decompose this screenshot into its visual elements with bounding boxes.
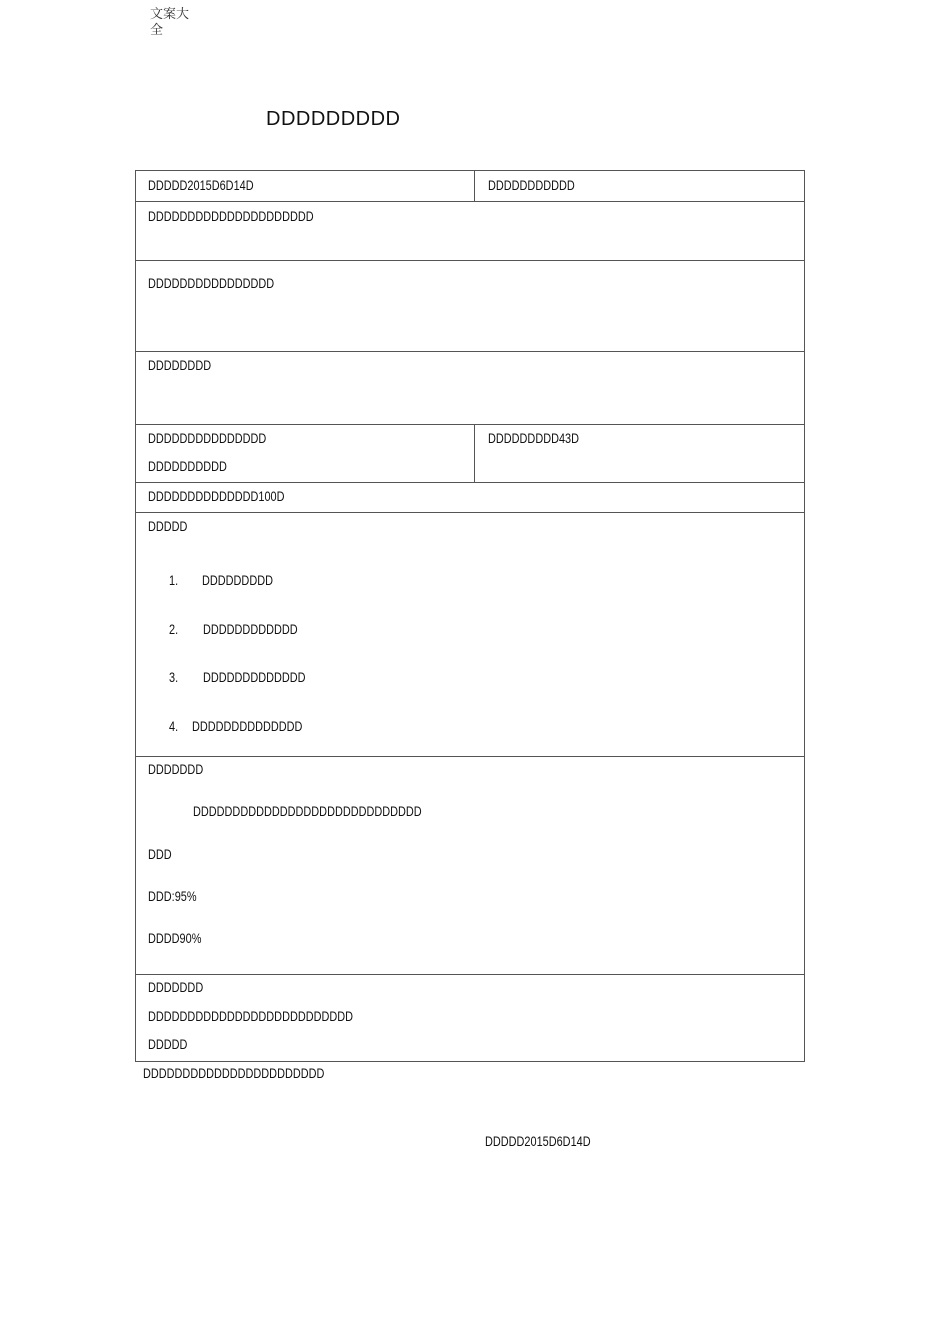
date-field: DDDDD2015D6D14D bbox=[148, 177, 254, 193]
list-item: DDDDDDDDDDDDDD bbox=[192, 718, 303, 734]
section-heading: DDDDDDD bbox=[148, 979, 204, 995]
row-text: DDD bbox=[148, 846, 172, 862]
table-cell bbox=[136, 425, 475, 482]
row-text: DDDD90% bbox=[148, 930, 202, 946]
list-item: DDDDDDDDDDDD bbox=[203, 621, 298, 637]
list-number: 4. bbox=[169, 718, 179, 734]
row-text: DDDDDDDDDDDDDDDDDDDDDDDDDD bbox=[148, 1008, 354, 1024]
table-row bbox=[136, 171, 804, 201]
section-heading: DDDDDDD bbox=[148, 761, 204, 777]
document-title: DDDDDDDDD bbox=[266, 108, 401, 130]
list-number: 2. bbox=[169, 621, 179, 637]
row-text: DDDDDDDDDDDDDDDD bbox=[148, 275, 275, 291]
footer-date: DDDDD2015D6D14D bbox=[485, 1133, 591, 1149]
table-row bbox=[136, 482, 804, 512]
table-row bbox=[136, 756, 804, 974]
list-number: 3. bbox=[169, 669, 179, 685]
table-cell bbox=[475, 171, 804, 201]
list-number: 1. bbox=[169, 572, 179, 588]
row-text: DDDDDDDDDDDDDDDDDDDDDDDDDDDDD bbox=[193, 803, 422, 819]
row-text: DDDDDDDDDDDDDD100D bbox=[148, 488, 285, 504]
table-cell bbox=[136, 171, 475, 201]
table-row bbox=[136, 974, 804, 1061]
list-item: DDDDDDDDD bbox=[202, 572, 273, 588]
footer-note: DDDDDDDDDDDDDDDDDDDDDDD bbox=[143, 1065, 325, 1081]
table-row bbox=[136, 512, 804, 756]
table-cell bbox=[475, 425, 804, 482]
row-text: DDDDDDDDDDDDDDDDDDDDD bbox=[148, 208, 314, 224]
row-text: DDDDDDDD bbox=[148, 357, 212, 373]
row-text: DDD:95% bbox=[148, 888, 197, 904]
list-heading: DDDDD bbox=[148, 518, 188, 534]
row-text: DDDDD bbox=[148, 1036, 188, 1052]
table-row bbox=[136, 351, 804, 424]
form-table bbox=[135, 170, 805, 1062]
table-row bbox=[136, 424, 804, 482]
table-row bbox=[136, 201, 804, 260]
list-item: DDDDDDDDDDDDD bbox=[203, 669, 306, 685]
name-field: DDDDDDDDDDD bbox=[488, 177, 575, 193]
row-text: DDDDDDDDDD bbox=[148, 458, 227, 474]
row-text: DDDDDDDDD43D bbox=[488, 430, 580, 446]
row-text: DDDDDDDDDDDDDDD bbox=[148, 430, 267, 446]
header-mark: 文案大全 bbox=[150, 6, 190, 37]
table-row bbox=[136, 260, 804, 351]
